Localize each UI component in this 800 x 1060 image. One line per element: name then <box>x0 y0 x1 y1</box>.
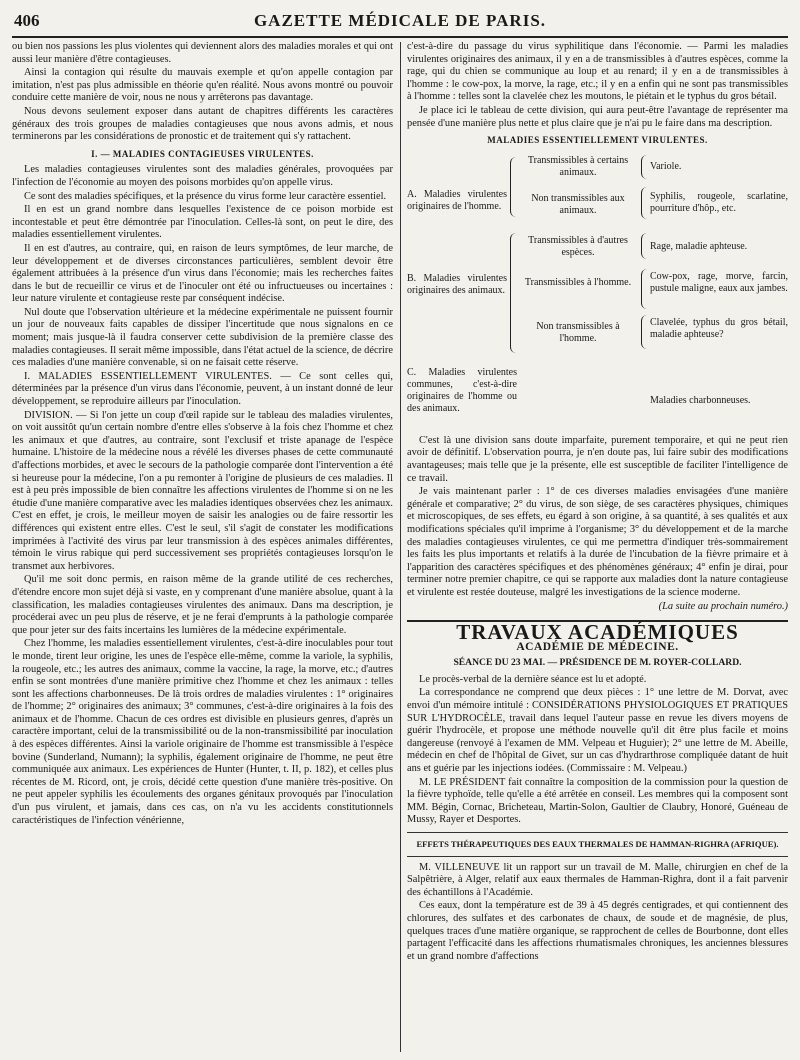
table-group-b-label: B. Maladies virulentes originaires des animaux. <box>407 272 507 296</box>
paragraph: Il en est un grand nombre dans lesquelles l'existence de ce poison morbide est incontestable et peut être démontrée par l'inoculation. Celles-là sont, on peut le dire, des maladies essentiellement virulentes. <box>12 204 393 241</box>
divider <box>407 832 788 833</box>
table-group-c-label: C. Maladies virulentes communes, c'est-à-dire originaires de l'homme ou des animaux. <box>407 366 517 414</box>
paragraph: Chez l'homme, les maladies essentiellement virulentes, c'est-à-dire inoculables pour tout le monde, tirent leur origine, les unes de l'espèce elle-même, comme la variole, la syphilis, la rougeole, etc.; les autres des animaux, comme la vaccine, la rage, la morve, etc.; d'autres enfin se sont montrées d'une manière primitive chez l'homme et chez les animaux : telles sont les affections charbonneuses. De là trois ordres de maladies virulentes : 1° originaires de l'homme; 2° originaires des animaux; 3° communes, c'est-à-dire originaires à la fois des animaux et de l'homme. Chacun de ces ordres est divisible en plusieurs genres, d'après un caractère important, celui de la transmissibilité ou de la non-transmissibilité par inoculation à des espèces différentes. Ainsi la variole originaire de l'homme est transmissible à l'espèce bovine (Sunderland, Numann); la syphilis, également originaire de l'homme, ne peut être communiquée aux animaux. Les expériences de Hunter (Hunter, t. II, p. 182), et celles plus récentes de M. Ricord, ont, je crois, décidé cette question d'une manière très-positive. On ne peut appeler syphilis les écoulements des organes génitaux provoqués par l'inoculation d'un pus virulent, et jamais, dans ces cas, on n'a vu les accidents constitutionnels caractéristiques de l'infection vénérienne, <box>12 638 393 826</box>
right-column <box>407 41 788 964</box>
paragraph: Ces eaux, dont la température est de 39 à 45 degrés centigrades, et qui contiennent des chlorures, des sulfates et des carbonates de chaux, de soude et de magnésie, de plus, quelques traces d'une matière organique, se rapprochent de celles de Bourbonne, dont elles partagent l'efficacité dans les affections rhumatismales chroniques, les anciennes blessures et un grand nombre d'affections <box>407 900 788 962</box>
paragraph: M. VILLENEUVE lit un rapport sur un travail de M. Malle, chirurgien en chef de la Salpêtrière, à Alger, relatif aux eaux thermales de Hamman-Righra, dont il a fait parvenir des échantillons à l'Académie. <box>407 861 788 898</box>
brace-icon <box>641 269 648 309</box>
classification-table <box>407 151 788 431</box>
paragraph: Ainsi la contagion qui résulte du mauvais exemple et qu'on appelle contagion par imitation, n'est pas plus admissible en théorie qu'en réalité. Nous avons montré ou pouvoir conduire cette manière de voir, nous ne nous y arrêterons pas davantage. <box>12 67 393 104</box>
table-a2: Non transmissibles aux animaux. <box>531 192 625 216</box>
page-number: 406 <box>14 11 40 30</box>
page <box>12 8 788 1052</box>
table-a1-value: Variole. <box>650 160 682 172</box>
paragraph: Les maladies contagieuses virulentes sont des maladies générales, provoquées par l'infection de l'économie au moyen des poisons morbides qu'on appelle virus. <box>12 164 393 188</box>
paragraph: C'est là une division sans doute imparfaite, purement temporaire, et qui ne peut rien avoir de définitif. L'observation pourra, je n'en doute pas, lui faire subir des modifications avantageuses; mais telle que je la présente, elle est susceptible de faciliter l'intelligence de ce travail. <box>407 434 788 484</box>
table-b1: Transmissibles à d'autres espèces. <box>528 234 628 258</box>
journal-title: GAZETTE MÉDICALE DE PARIS. <box>253 11 547 30</box>
brace-icon <box>510 157 517 217</box>
paragraph: c'est-à-dire du passage du virus syphilitique dans l'économie. — Parmi les maladies virulentes originaires des animaux, il y en a de transmissibles à d'autres espèces, comme la rage, qui du chien se communique au loup et au renard; il y en a de transmissibles à l'homme : le cow-pox, la morve, la rage, etc.; il y en a enfin qui ne sont pas transmissibles à l'homme : telles sont la clavelée chez les moutons, le piétain et le typhus du gros bétail. <box>407 41 788 103</box>
paragraph: Qu'il me soit donc permis, en raison même de la grande utilité de ces recherches, d'étendre encore mon sujet déjà si vaste, en y comprenant d'une manière absolue, quant à la classification, les maladies contagieuses virulentes des animaux. Dans ma description, je procéderai avec un peu plus de réserve, et je ne ferai d'emprunts à la pathologie comparée que pour jeter sur des faits incertains les lumières de la médecine expérimentale. <box>12 574 393 636</box>
paragraph: La correspondance ne comprend que deux pièces : 1° une lettre de M. Dorvat, avec envoi d'un mémoire intitulé : CONSIDÉRATIONS PHYSIOLOGIQUES ET PRATIQUES SUR L'HYDROCÈLE, travail dans lequel l'auteur passe en revue les divers moyens de guérir l'hydrocèle, et propose une méthode nouvelle qu'il dit être plus facile et moins dangereuse (renvoyé à l'examen de MM. Velpeau et Huguier); 2° une lettre de M. Abeille, médecin en chef de l'hôpital de Givet, sur un cas d'hydrarthrose compliquée datant de huit ans et guérie par les injections iodées. (Commissaire : M. Velpeau.) <box>407 687 788 774</box>
paragraph: Je place ici le tableau de cette division, qui aura peut-être l'avantage de représenter ma pensée d'une manière plus nette et plus claire que je n'ai pu le faire dans ma description. <box>407 104 788 129</box>
brace-icon <box>641 233 648 259</box>
table-a2-value: Syphilis, rougeole, scarlatine, pourriture d'hôp., etc. <box>650 190 788 214</box>
left-column <box>12 41 393 828</box>
paragraph: M. LE PRÉSIDENT fait connaître la composition de la commission pour la question de la fièvre typhoïde, telle qu'elle a été arrêtée en conseil. Les membres qui la composent sont MM. Bégin, Cornac, Bricheteau, Martin-Solon, Gaultier de Claubry, Honoré, Guéneau de Mussy, Rayer et Desportes. <box>407 776 788 826</box>
table-group-a-label: A. Maladies virulentes originaires de l'homme. <box>407 188 507 212</box>
paragraph: Le procès-verbal de la dernière séance est lu et adopté. <box>419 673 647 685</box>
brace-icon <box>641 155 648 179</box>
article-heading: EFFETS THÉRAPEUTIQUES DES EAUX THERMALES DE HAMMAN-RIGHRA (AFRIQUE). <box>416 838 779 849</box>
table-b3: Non transmissibles à l'homme. <box>536 320 620 344</box>
divider <box>407 856 788 857</box>
continuation-note: (La suite au prochain numéro.) <box>658 601 788 613</box>
paragraph: Nous devons seulement exposer dans autant de chapitres différents les caractères généraux des trois groupes de maladies contagieuses que nous avons admis, et nous terminerons par les considérations de pronostic et de traitement qui s'y rattachent. <box>12 105 393 143</box>
table-b2-value: Cow-pox, rage, morve, farcin, pustule maligne, eaux aux jambes. <box>650 270 788 294</box>
table-b3-value: Clavelée, typhus du gros bétail, maladie aphteuse? <box>650 316 788 340</box>
column-divider <box>400 42 401 1052</box>
subsection-title: ACADÉMIE DE MÉDECINE. <box>516 640 679 653</box>
table-b1-value: Rage, maladie aphteuse. <box>650 240 748 252</box>
table-b2: Transmissibles à l'homme. <box>524 276 632 288</box>
table-c-value: Maladies charbonneuses. <box>650 394 751 406</box>
paragraph: Il en est d'autres, au contraire, qui, en raison de leurs symptômes, de leur marche, de leur développement et de diverses circonstances particulières, semblent devoir être également attribuées à la présence d'un virus dans l'économie; mais les recherches faites dans le but de recueillir ce virus et de l'inoculer ont été ou infructueuses ou incertaines : leur nature virulente et contagieuse reste par conséquent indécise. <box>12 242 393 305</box>
brace-icon <box>641 187 648 219</box>
paragraph: Ce sont des maladies spécifiques, et la présence du virus forme leur caractère essentiel. <box>24 190 387 202</box>
brace-icon <box>641 315 648 349</box>
session-heading: SÉANCE DU 23 MAI. — PRÉSIDENCE DE M. ROYER-COLLARD. <box>453 657 742 669</box>
paragraph: Je vais maintenant parler : 1° de ces diverses maladies envisagées d'une manière générale et comparative; 2° du virus, de son siège, de ses caractères physiques, chimiques et microscopiques, de ses effets, eu égard à son origine, à sa quantité, à ses qualités et aux modifications spéciales qu'il imprime à l'organisme; 3° du développement et de la marche des maladies contagieuses virulentes, ce qui me permettra d'indiquer très-sommairement les faits les plus importants et relatifs à la durée de l'incubation de la fièvre primaire et à l'apparition des caractères spécifiques et des phénomènes généraux; 4° enfin je dirai, pour terminer notre premier chapitre, ce qui se rapporte aux maladies dont la nature contagieuse et virulente est restée douteuse, malgré les investigations de la science moderne. <box>407 486 788 598</box>
paragraph: Nul doute que l'observation ultérieure et la médecine expérimentale ne puissent fournir un jour de nouveaux faits capables de dissiper l'incertitude que nous signalons en ce moment; mais jusque-là il faudra conserver cette subdivision de la première classe des maladies contagieuses. Il serait même impossible, dans l'état actuel de la science, de décrire ces maladies d'une manière convenable, si on ne faisait cette réserve. <box>12 306 393 369</box>
section-title: TRAVAUX ACADÉMIQUES <box>456 620 739 645</box>
table-a1: Transmissibles à certains animaux. <box>527 154 629 178</box>
table-title: MALADIES ESSENTIELLEMENT VIRULENTES. <box>487 135 708 146</box>
section-heading: I. — MALADIES CONTAGIEUSES VIRULENTES. <box>91 148 314 159</box>
page-header <box>12 8 788 38</box>
paragraph: I. MALADIES ESSENTIELLEMENT VIRULENTES. — Ce sont celles qui, déterminées par la présence d'un virus dans l'économie, peuvent, à un instant donné de leur développement, se reproduire ailleurs par l'inoculation. <box>12 370 393 408</box>
brace-icon <box>510 233 517 353</box>
paragraph: DIVISION. — Si l'on jette un coup d'œil rapide sur le tableau des maladies virulentes, on voit aussitôt qu'un certain nombre d'entre elles s'observe à la fois chez l'homme et chez les animaux et que d'autres, au contraire, sont l'exclusif et triste apanage de l'espèce humaine. L'histoire de la médecine nous a révélé les diverses phases de cette communauté d'affections morbides, et avec le secours de la pathologie comparée dont l'intervention a été si heureuse pour la médecine, l'on a pu remonter à l'origine de plusieurs de ces maladies. Il est à peu près impossible de bien connaître les affections virulentes de l'homme si on ne les étudie d'une manière comparative avec les maladies identiques observées chez les animaux. C'est en effet, je crois, le meilleur moyen de saisir les analogies ou de faire ressortir les différences qui existent entre elles. C'est le seul, s'il s'agit de constater les modifications imprimées à l'activité des virus par leur transmission à des espèces animales différentes, témoin le virus rabique qui perd successivement ses propriétés contagieuses lorsqu'on le transmet aux herbivores. <box>12 409 393 572</box>
paragraph: ou bien nos passions les plus violentes qui deviennent alors des maladies morales et qui ont aussi leur manière d'être contagieuses. <box>12 41 393 65</box>
